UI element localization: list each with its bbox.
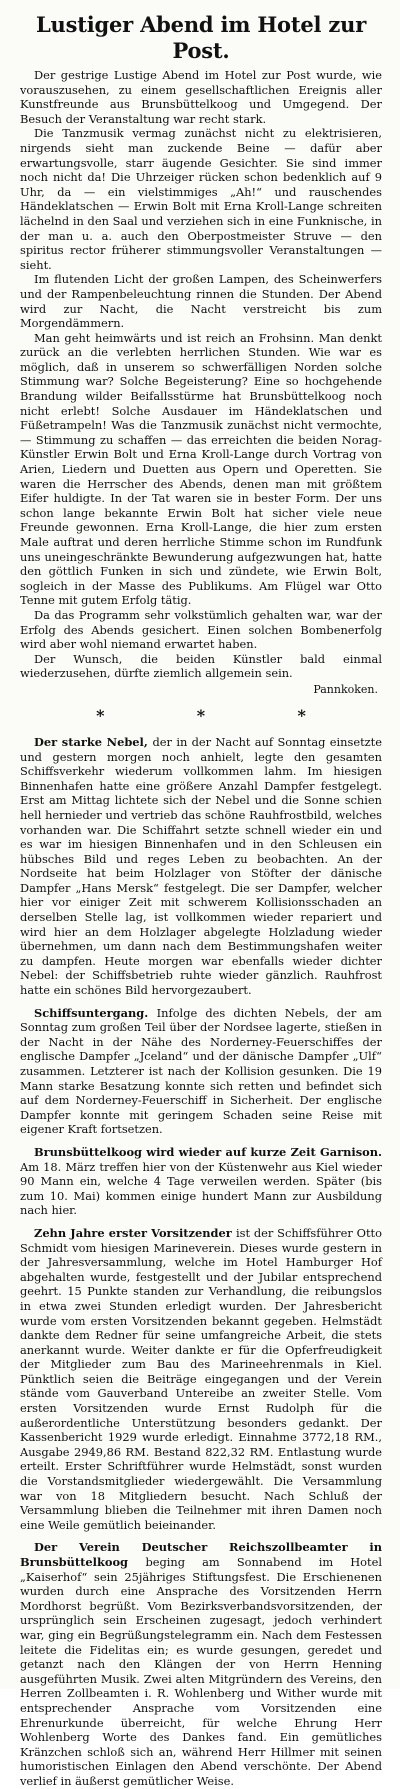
section-separator-stars [50, 706, 352, 725]
news-item [20, 1226, 382, 1532]
news-text: Infolge des dichten Nebels, der am Sonntag zum großen Teil über der Nordsee lagerte, stießen in der Nacht in der Nähe des Norderney-Feuerschiffes der englische Dampfer „Jceland“ und der dänische Dampfer „Ulf“ zusammen. Letzterer ist nach der Kollision gesunken. Die 19 Mann starke Besatzung konnte sich retten und befindet sich auf dem Norderney-Feuerschiff in Sicherheit. Der englische Dampfer konnte mit geringem Schaden seine Reise mit eigener Kraft fortsetzen. [20, 1005, 382, 1137]
separator-star: * [297, 705, 306, 725]
news-text: Am 18. März treffen hier von der Küstenwehr aus Kiel wieder 90 Mann ein, welche 4 Tage verweilen werden. Später (bis zum 10. Mai) kommen einige hundert Mann zur Ausbildung nach hier. [20, 1159, 382, 1218]
news-lead: Der starke Nebel, [34, 734, 153, 749]
news-text: ist der Schiffsführer Otto Schmidt vom hiesigen Marineverein. Dieses wurde gestern in der Jahresversammlung, welche im Hotel Hamburger Hof abgehalten wurde, festgestellt und der Jubilar entsprechend geehrt. 15 Punkte standen zur Verhandlung, die reibungslos in etwa zwei Stunden erledigt wurden. Der Jahresbericht wurde vom ersten Vorsitzenden bekannt gegeben. Helmstädt dankte dem Redner für seine umfangreiche Arbeit, die stets anerkannt wurde. Weiter dankte er für die Opferfreudigkeit der Mitglieder zum Bau des Marineehrenmals in Kiel. Pünktlich seien die Beiträge eingegangen und der Verein stände vom Gauverband Untereibe an zweiter Stelle. Vom ersten Vorsitzenden wurde Ernst Rudolph für die außerordentliche Unterstützung besonders gedankt. Der Kassenbericht 1929 wurde erledigt. Einnahme 3772,18 RM., Ausgabe 2949,86 RM. Bestand 822,32 RM. Entlastung wurde erteilt. Erster Schriftführer wurde Helmstädt, sonst wurden die Vorstandsmitglieder wiedergewählt. Die Versammlung war von 18 Mitgliedern besucht. Nach Schluß der Versammlung blieben die Teilnehmer mit ihren Damen noch eine Weile gemütlich beieinander. [20, 1225, 382, 1532]
article-paragraph: Die Tanzmusik vermag zunächst nicht zu elektrisieren, nirgends sieht man zuckende Beine — dafür aber erwartungsvolle, starr äugende Gesichter. Sie sind immer noch nicht da! Die Uhrzeiger rücken schon bedenklich auf 9 Uhr, da — ein vielstimmiges „Ah!“ und rauschendes Händeklatschen — Erwin Bolt mit Erna Kroll-Lange schreiten lächelnd in den Saal und verziehen sich in eine Funknische, in der man u. a. auch den Oberpostmeister Struve — den spiritus rector früherer stimmungsvoller Veranstaltungen — sieht. [20, 126, 382, 272]
article-paragraph: Der Wunsch, die beiden Künstler bald einmal wiederzusehen, dürfte ziemlich allgemein sein. [20, 651, 382, 681]
news-lead: Zehn Jahre erster Vorsitzender [34, 1225, 236, 1240]
separator-star: * [196, 705, 206, 725]
news-item [20, 1006, 382, 1137]
article-paragraph: Der gestrige Lustige Abend im Hotel zur Post wurde, wie vorauszusehen, zu einem gesellschaftlichen Ereignis aller Kunstfreunde aus Brunsbüttelkoog und Umgegend. Der Besuch der Veranstaltung war recht stark. [20, 68, 382, 126]
article-paragraph: Man geht heimwärts und ist reich an Frohsinn. Man denkt zurück an die verlebten herrlichen Stunden. Wie war es möglich, daß in unserem so schwerfälligen Norden solche Stimmung war? Solche Begeisterung? Eine so hochgehende Brandung wilder Beifallsstürme hat Brunsbüttelkoog noch nicht erlebt! Solche Ausdauer im Händeklatschen und Füßetrampeln! Was die Tanzmusik zunächst nicht vermochte, — Stimmung zu schaffen — das erreichten die beiden Norag-Künstler Erwin Bolt und Erna Kroll-Lange durch Vortrag von Arien, Liedern und Duetten aus Opern und Operetten. Sie waren die Herrscher des Abends, denen man mit größtem Eifer huldigte. In der Tat waren sie in bester Form. Der uns schon lange bekannte Erwin Bolt hat sicher viele neue Freunde gewonnen. Erna Kroll-Lange, die hier zum ersten Male auftrat und deren herrliche Stimme schon im Rundfunk uns uneingeschränkte Bewunderung aufgezwungen hat, hatte den göttlich Funken in sich und zündete, wie Erwin Bolt, sogleich in der Masse des Publikums. Am Flügel war Otto Tenne mit gutem Erfolg tätig. [20, 330, 382, 608]
article-body [20, 68, 382, 696]
separator-star: * [96, 705, 105, 725]
news-lead: Brunsbüttelkoog wird wieder auf kurze Zeit Garnison. [34, 1144, 382, 1159]
news-lead: Der Verein Deutscher Reichszollbeamter in Brunsbüttelkoog [20, 1540, 382, 1569]
article-headline: Lustiger Abend im Hotel zur Post. [35, 12, 367, 63]
article-paragraph: Im flutenden Licht der großen Lampen, des Scheinwerfers und der Rampenbeleuchtung rinnen die Stunden. Der Abend wird zur Nacht, die Nacht verstreicht bis zum Morgendämmern. [20, 272, 382, 331]
news-lead: Schiffsuntergang. [34, 1005, 157, 1020]
newspaper-column [20, 12, 382, 1789]
news-text: der in der Nacht auf Sonntag einsetzte und gestern morgen noch anhielt, legte den gesamten Schiffsverkehr wiederum vollkommen lahm. Im hiesigen Binnenhafen hatte eine größere Anzahl Dampfer festgelegt. Erst am Mittag lichtete sich der Nebel und die Sonne schien hell hernieder und vertrieb das schöne Rauhfrostbild, welches vorhanden war. Die Schiffahrt setzte schnell wieder ein und es war im hiesigen Binnenhafen und in den Schleusen ein hübsches Bild und reges Leben zu beobachten. An der Nordseite hat beim Holzlager von Stöfter der dänische Dampfer „Hans Mersk“ festgelegt. Die ser Dampfer, welcher hier vor einiger Zeit mit schwerem Kollisionsschaden an derselben Stelle lag, ist vollkommen wieder repariert und wird hier an dem Holzlager abgelegte Holzladung wieder übernehmen, um dann nach dem Bestimmungshafen weiter zu dampfen. Heute morgen war ebenfalls wieder dichter Nebel: der Schiffsbetrieb ruhte wieder gänzlich. Rauhfrost hatte ein schönes Bild hervorgezaubert. [20, 734, 383, 998]
local-news-section [20, 735, 382, 1789]
article-paragraph: Da das Programm sehr volkstümlich gehalten war, war der Erfolg des Abends gesichert. Einen solchen Bombenerfolg wird aber wohl niemand erwartet haben. [20, 607, 382, 652]
article-signature: Pannkoken. [313, 682, 378, 696]
news-item [20, 1540, 382, 1788]
news-item [20, 1145, 382, 1218]
news-item [20, 735, 382, 998]
news-text: beging am Sonnabend im Hotel „Kaiserhof“ sein 25jähriges Stiftungsfest. Die Erschienenen wurden durch eine Ansprache des Vorsitzenden Herrn Mordhorst begrüßt. Vom Bezirksverbandsvorsitzenden, der ursprünglich sein Erscheinen zugesagt, jedoch verhindert war, ging ein Begrüßungstelegramm ein. Nach dem Festessen leitete die Fidelitas ein; es wurde gesungen, geredet und getanzt nach den Klängen der von Herrn Henning ausgeführten Musik. Zwei alten Mitgründern des Vereins, den Herren Zollbeamten i. R. Wohlenberg und Wither wurde mit entsprechender Ansprache vom Vorsitzenden eine Ehrenurkunde überreicht, für welche Ehrung Herr Wohlenberg Worte des Dankes fand. Ein gemütliches Kränzchen schloß sich an, während Herr Hillmer mit seinen humoristischen Einlagen den Abend verschönte. Der Abend verlief in äußerst gemütlicher Weise. [20, 1555, 383, 1788]
